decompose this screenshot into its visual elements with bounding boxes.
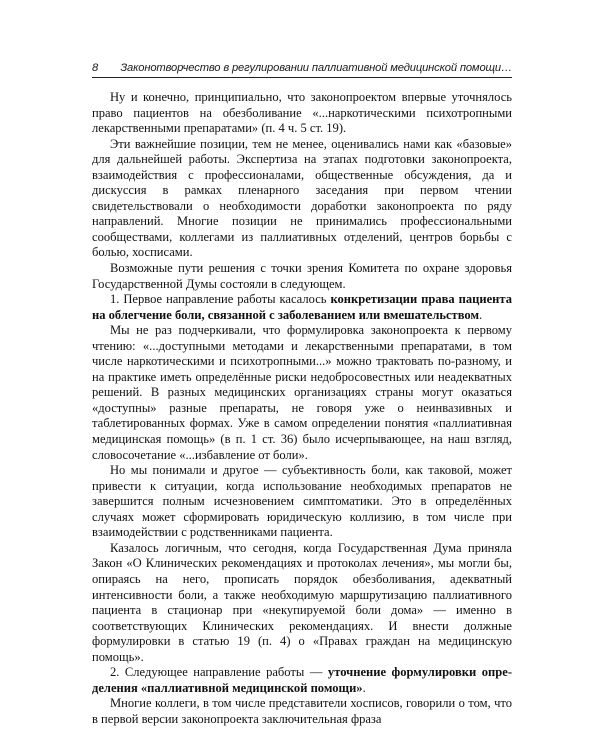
- text-segment: 2. Следующее направление работы —: [110, 665, 328, 680]
- paragraph: [92, 541, 512, 665]
- text-segment: 1. Первое направление работы касалось: [110, 292, 331, 307]
- paragraph: [92, 90, 512, 137]
- bold-phrase: уточнение формулировки определения «паллиативной медицинской помощи»: [92, 665, 513, 695]
- paragraph: [92, 696, 512, 727]
- book-page: [92, 62, 512, 727]
- paragraph: [92, 323, 512, 463]
- text-segment: Многие коллеги, в том числе представители хосписов, говорили о том, что в первой версии законопроекта заключительная фраза: [92, 696, 512, 726]
- text-segment: Но мы понимали и другое — субъективность боли, как таковой, может привести к ситуации, когда использование необходимых препаратов не завершится полным исчезновением симптоматики. Это в определённых случаях может сформировать юридическую коллизию, в том числе при взаимодействии с родственниками пациента.: [92, 463, 512, 540]
- paragraph: [92, 261, 512, 292]
- text-segment: .: [362, 680, 366, 695]
- paragraph: [92, 463, 512, 541]
- text-segment: Эти важнейшие позиции, тем не менее, оценивались нами как «базовые» для дальнейшей работы. Экспертиза на этапах подготовки законопроекта, взаимодействия с профессионалами, общественные обсуждения, да и дискуссия в рамках пленарного заседания при первом чтении свидетельствовали о необходимости доработки законопроекта по ряду направлений. Многие позиции не принимались профессиональными сообществами, коллегами из паллиативных отделений, центров борьбы с болью, хосписами.: [92, 136, 512, 260]
- paragraph: [92, 137, 512, 261]
- text-segment: Ну и конечно, принципиально, что законопроектом впервые уточнялось право пациентов на обезболивание «...наркотическими психотропными лекарственными препаратами» (п. 4 ч. 5 ст. 19).: [92, 90, 512, 136]
- text-segment: Казалось логичным, что сегодня, когда Государственная Дума приняла Закон «О Клинических рекомендациях и протоколах лечения», мы могли бы, опираясь на него, прописать порядок обезболивания, адекватный интенсивности боли, а также необходимую маршрутизацию паллиативного пациента в стационар при «некупируемой боли дома» — именно в соответствующих Клинических рекомендациях. И внести должные формулировки в статью 19 (п. 4) о «Правах граждан на медицинскую помощь».: [92, 540, 512, 664]
- text-segment: .: [479, 307, 483, 322]
- paragraph: [92, 665, 512, 696]
- page-number: 8: [92, 62, 99, 74]
- running-title: Законотворчество в регулировании паллиативной медицинской помощи…: [120, 62, 512, 74]
- text-segment: Мы не раз подчеркивали, что формулировка законопроекта к первому чтению: «...доступными методами и лекарственными препаратами, в том числе наркотическими и психотропными...» можно трактовать по-разному, и на практике иметь определённые риски недобросовестных или неадекватных решений. В разных медицинских организациях страны могут оказаться «доступны» разные препараты, не говоря уже о неинвазивных и таблетированных формах. Уже в самом определении понятия «паллиативная медицинская помощь» (в п. 1 ст. 36) было исчерпывающее, на наш взгляд, словосочетание «...избавление от боли».: [92, 323, 512, 462]
- bold-phrase: конкретизации права пациента на облегчение боли, связанной с заболеванием или вмешательством: [92, 292, 513, 322]
- paragraph: [92, 292, 512, 323]
- page-header: [92, 62, 512, 78]
- body-text: [92, 90, 512, 727]
- text-segment: Возможные пути решения с точки зрения Комитета по охране здоровья Государственной Думы состояли в следующем.: [92, 261, 512, 291]
